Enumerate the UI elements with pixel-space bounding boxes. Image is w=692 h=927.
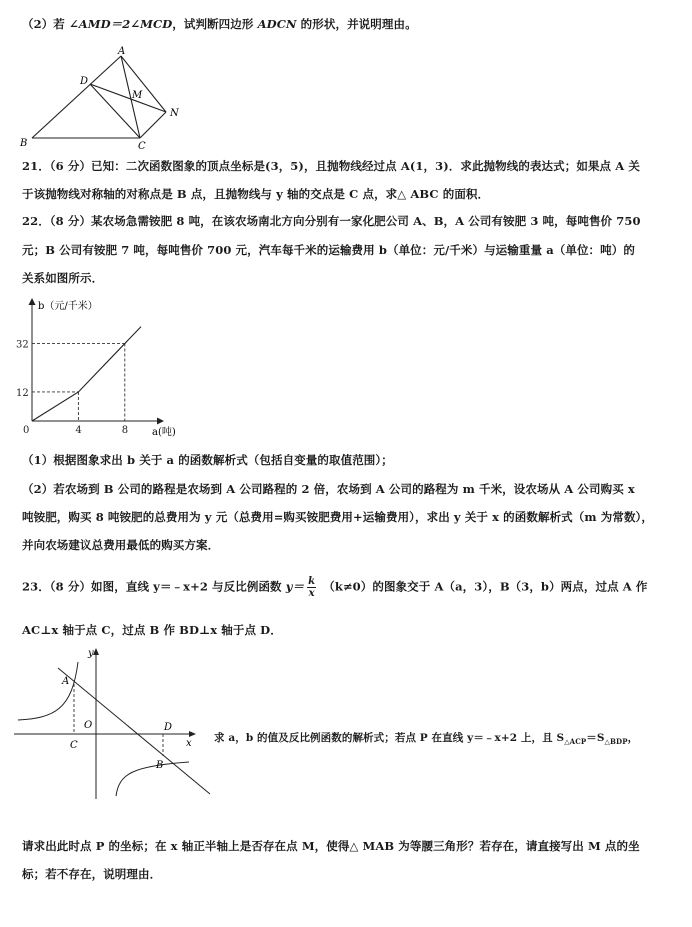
q20-part2-text: （2）若 ∠AMD＝2∠MCD，试判断四边形 ADCN 的形状，并说明理由。 [22,17,417,31]
q22-line3: 关系如图所示． [22,271,104,285]
q22-line1: 22．（8 分）某农场急需铵肥 8 吨，在该农场南北方向分别有一家化肥公司 A、B，A 公司有铵肥 3 吨，每吨售价 750 [22,214,641,228]
q22-part2-line2: 吨铵肥，购买 8 吨铵肥的总费用为 y 元（总费用=购买铵肥费用+运输费用），求出 y 关于 x 的函数解析式（m 为常数）， [22,510,653,524]
q23-side-text: 求 a，b 的值及反比例函数的解析式；若点 P 在直线 y＝﹣x+2 上，且 $S_{\triangle ACP}=S_{\triangle BDP}$， [214,732,639,747]
line-y-eq-neg-x-plus-2 [58,668,210,794]
label-N: N [170,108,179,119]
segment-CN [140,112,166,138]
x-axis-arrow [189,731,196,737]
q22-part2-line1: （2）若农场到 B 公司的路程是农场到 A 公司路程的 2 倍，农场到 A 公司的路程为 m 千米，设农场从 A 公司购买 x [22,482,635,496]
x-tick-label: 0 [23,425,30,436]
transport-cost-chart [10,296,200,442]
label-O: O [84,720,93,731]
q22-line2: 元；B 公司有铵肥 7 吨，每吨售价 700 元，汽车每千米的运输费用 b（单位：元/千米）与运输重量 a（单位：吨）的 [22,243,635,257]
label-B: B [20,138,28,149]
y-tick-label: 12 [16,387,29,399]
x-axis-label: a(吨) [152,427,176,438]
q23-line3: 请求出此时点 P 的坐标；在 x 轴正半轴上是否存在点 M，使得△ MAB 为等腰三角形？若存在，请直接写出 M 点的坐 [22,839,640,853]
x-tick-label: 8 [121,425,129,436]
q22-part2-line3: 并向农场建议总费用最低的购买方案． [22,538,220,552]
label-M: M [132,90,143,101]
q22-part1: （1）根据图象求出 b 关于 a 的函数解析式（包括自变量的取值范围）； [22,453,393,467]
hyperbola-left-branch [18,662,78,720]
y-axis-arrow [29,298,36,305]
q21-line2: 于该抛物线对称轴的对称点是 B 点，且抛物线与 y 轴的交点是 C 点，求△ ABC 的面积． [22,187,490,201]
segment-BA [32,56,121,138]
y-label: y [88,648,94,659]
y-axis-arrow [93,648,99,655]
label-C: C [138,141,146,152]
x-axis-arrow [157,418,164,425]
label-D: D [80,76,89,87]
x-label: x [186,738,192,749]
label-A: A [118,46,126,57]
label-C: C [70,740,78,751]
label-B: B [156,760,164,771]
hyperbola-figure [14,644,214,804]
y-axis-label: b（元/千米） [38,301,98,312]
quadrilateral-figure [18,46,188,152]
x-tick-label: 4 [75,425,82,436]
q23-line4: 标；若不存在，说明理由． [22,867,162,881]
q23-line1: 23．（8 分）如图，直线 y＝﹣x+2 与反比例函数 y＝ $\frac{k}{x}$ （k≠0）的图象交于 A（a，3），B（3，b）两点，过点 A 作 [22,576,648,599]
fraction-k-over-x: $\frac{k}{x}$ [308,576,316,599]
q21-line1: 21．（6 分）已知：二次函数图象的顶点坐标是(3，5)，且抛物线经过点 A(1，3)．求此抛物线的表达式；如果点 A 关 [22,159,640,173]
q23-line2: AC⊥x 轴于点 C，过点 B 作 BD⊥x 轴于点 D． [22,623,282,637]
y-tick-label: 32 [16,339,29,351]
label-D: D [164,722,173,733]
label-A: A [62,676,70,687]
